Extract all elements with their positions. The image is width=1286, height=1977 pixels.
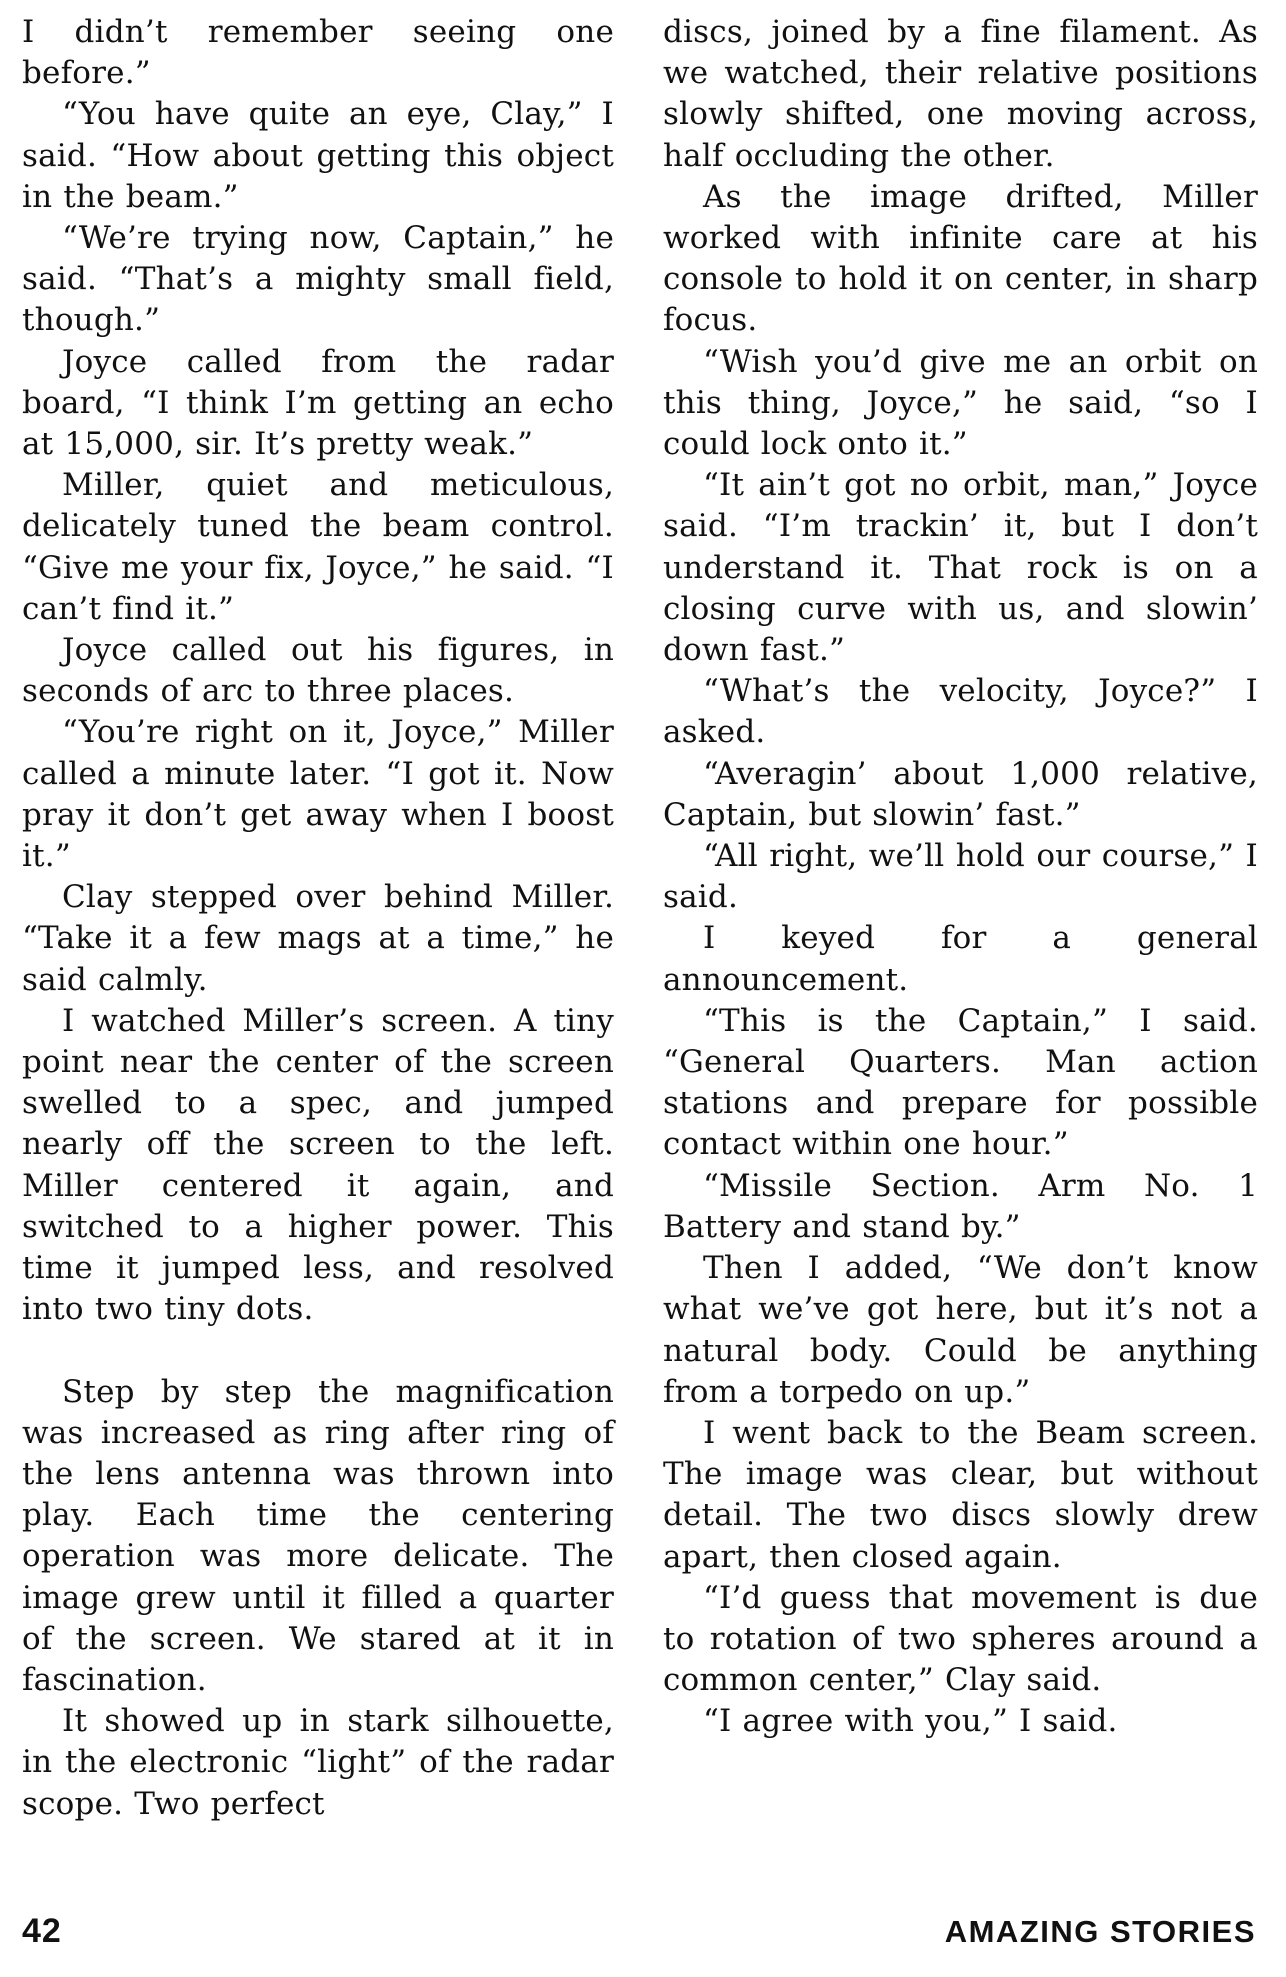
paragraph: Then I added, “We don’t know what we’ve got here, but it’s not a natural body. Could be anything from a torpedo on up.” xyxy=(663,1250,1258,1410)
paragraph: “Wish you’d give me an orbit on this thing, Joyce,” he said, “so I could lock onto it.” xyxy=(663,343,1258,463)
paragraph: I keyed for a general announcement. xyxy=(663,920,1258,998)
paragraph: “I agree with you,” I said. xyxy=(703,1703,1118,1740)
paragraph: As the image drifted, Miller worked with infinite care at his console to hold it on center, in sharp focus. xyxy=(663,178,1258,339)
paragraph: Joyce called from the radar board, “I think I’m getting an echo at 15,000, sir. It’s pretty weak.” xyxy=(22,343,614,463)
page-number: 42 xyxy=(22,1912,62,1950)
magazine-title: AMAZING STORIES xyxy=(944,1914,1256,1949)
paragraph: “I’d guess that movement is due to rotation of two spheres around a common center,” Clay said. xyxy=(663,1579,1258,1699)
paragraph: I went back to the Beam screen. The image was clear, but without detail. The two discs slowly drew apart, then closed again. xyxy=(663,1414,1258,1575)
paragraph: “This is the Captain,” I said. “General Quarters. Man action stations and prepare for possible contact within one hour.” xyxy=(663,1002,1258,1163)
section-break xyxy=(22,1331,614,1372)
paragraph: “It ain’t got no orbit, man,” Joyce said. “I’m trackin’ it, but I don’t understand it. That rock is on a closing curve with us, and slowin’ down fast.” xyxy=(663,467,1258,669)
paragraph: “You have quite an eye, Clay,” I said. “How about getting this object in the beam.” xyxy=(22,96,614,215)
paragraph: “All right, we’ll hold our course,” I said. xyxy=(663,838,1258,916)
right-text-column xyxy=(663,12,1258,1743)
paragraph: I watched Miller’s screen. A tiny point near the center of the screen swelled to a spec, and jumped nearly off the screen to the left. Miller centered it again, and switched to a higher power. This time it jumped less, and resolved into two tiny dots. xyxy=(22,1002,614,1328)
paragraph: I didn’t remember seeing one before.” xyxy=(22,14,614,92)
paragraph: Step by step the magnification was increased as ring after ring of the lens antenna was thrown into play. Each time the centering operation was more delicate. The image grew until it filled a quarter of the screen. We stared at it in fascination. xyxy=(22,1373,614,1698)
paragraph: Clay stepped over behind Miller. “Take it a few mags at a time,” he said calmly. xyxy=(22,879,614,998)
paragraph: Joyce called out his figures, in seconds of arc to three places. xyxy=(22,632,614,710)
paragraph: It showed up in stark silhouette, in the electronic “light” of the radar scope. Two perfect xyxy=(22,1703,614,1822)
left-text-column xyxy=(22,12,614,1825)
paragraph: “What’s the velocity, Joyce?” I asked. xyxy=(663,673,1258,751)
paragraph: Miller, quiet and meticulous, delicately tuned the beam control. “Give me your fix, Joyce,” he said. “I can’t find it.” xyxy=(22,467,614,627)
paragraph: “You’re right on it, Joyce,” Miller called a minute later. “I got it. Now pray it don’t get away when I boost it.” xyxy=(22,714,614,875)
paragraph: “Missile Section. Arm No. 1 Battery and stand by.” xyxy=(663,1167,1258,1245)
paragraph: discs, joined by a fine filament. As we watched, their relative positions slowly shifted, one moving across, half occluding the other. xyxy=(663,14,1258,174)
paragraph: “We’re trying now, Captain,” he said. “That’s a mighty small field, though.” xyxy=(22,220,614,339)
paragraph: “Averagin’ about 1,000 relative, Captain, but slowin’ fast.” xyxy=(663,755,1258,833)
